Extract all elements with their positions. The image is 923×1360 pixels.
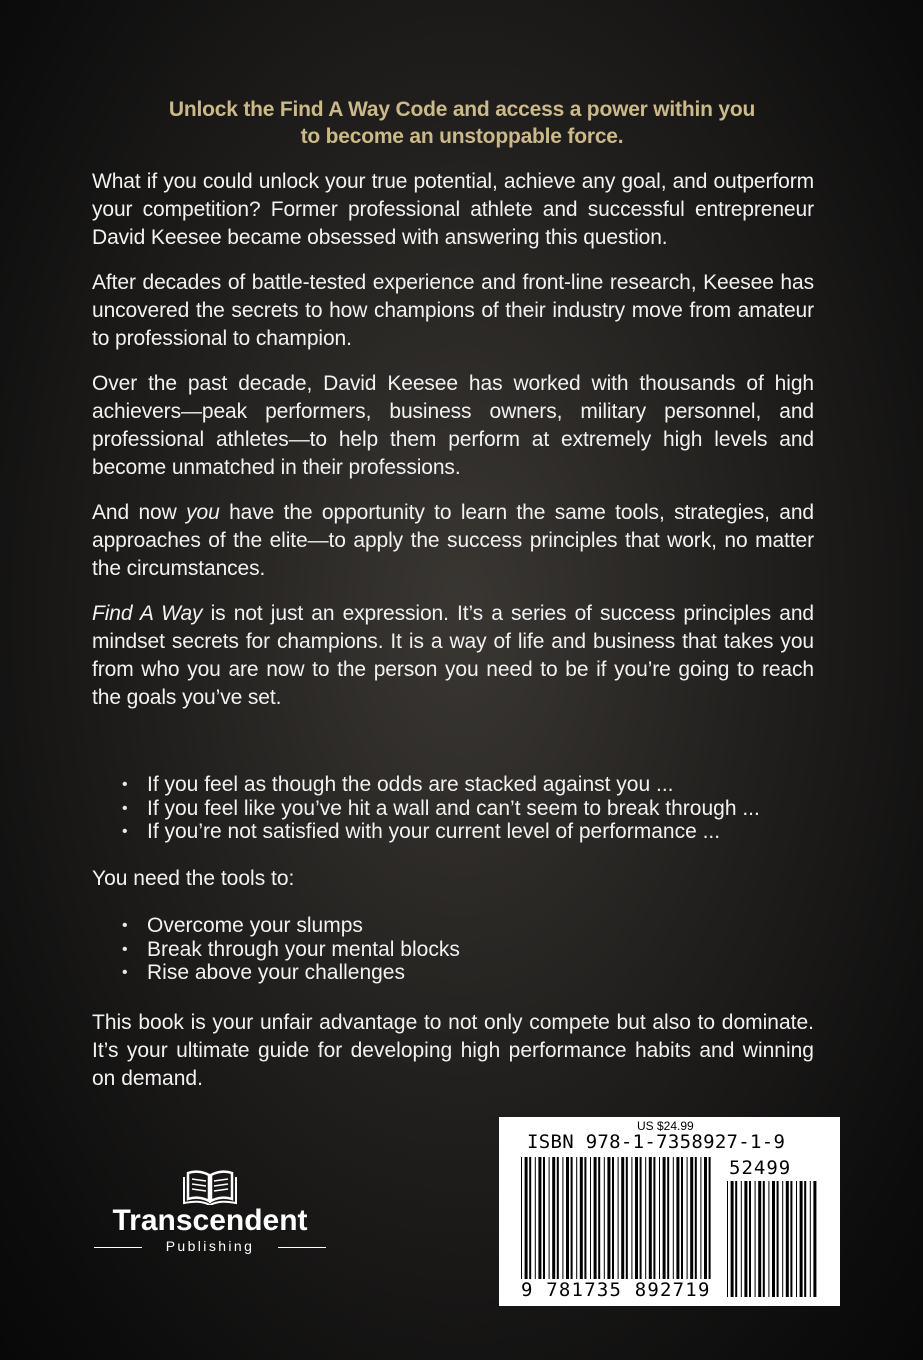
barcode-bar [645,1157,646,1279]
description [92,168,814,729]
bullet-icon: • [122,940,128,958]
barcode-bar [659,1157,660,1279]
barcode-bar [768,1181,769,1297]
barcode-bar [673,1157,674,1279]
list-item [122,961,460,985]
book-title-emphasis: Find A Way [92,602,203,625]
paragraph-1: What if you could unlock your true potential, achieve any goal, and outperform your competition? Former professional athlete and successful entrepreneur David Keesee became obsessed with answering this question. [92,170,814,249]
divider [278,1247,326,1248]
barcode-bar [786,1181,789,1297]
barcode-bar [529,1157,531,1279]
barcode-bar [676,1157,679,1279]
closing-paragraph: This book is your unfair advantage to not only compete but also to dominate. It’s your ultimate guide for developing high performance habits and winning on demand. [92,1011,814,1090]
barcode-bar [584,1157,586,1279]
barcode-bar [700,1157,701,1279]
barcode-bar [741,1181,742,1297]
barcode-bar [653,1157,655,1279]
barcode-bar [626,1157,628,1279]
barcode-bar [535,1157,536,1279]
paragraph-5 [92,600,814,712]
barcode-bar [635,1157,638,1279]
barcode-bar [552,1157,555,1279]
barcode-bar [618,1157,619,1279]
barcode-bar [690,1157,693,1279]
barcode-bar [744,1181,747,1297]
paragraph-4-emphasis: you [186,501,220,524]
barcode-bar [709,1157,711,1279]
paragraph-2: After decades of battle-tested experience and front-line research, Keesee has uncovered the secrets to how champions of their industry move from amateur to professional to champion. [92,271,814,350]
barcode-bar [790,1181,792,1297]
headline [92,96,832,150]
list-item-text: If you’re not satisfied with your current level of performance ... [147,820,721,843]
tools-intro: You need the tools to: [92,867,295,890]
addon-digits: 52499 [729,1157,792,1179]
barcode [499,1117,840,1306]
barcode-label [499,1117,840,1306]
barcode-bar [810,1181,811,1297]
paragraph-4 [92,499,814,583]
barcode-bar [749,1181,751,1297]
paragraph-4-start: And now [92,501,187,524]
barcode-bar [640,1157,642,1279]
bullet-icon: • [122,917,128,934]
barcode-bar [607,1157,610,1279]
publisher-subtitle: Publishing [165,1238,255,1254]
list-item-text: Rise above your challenges [147,961,405,984]
barcode-bar [704,1157,707,1279]
paragraph-3: Over the past decade, David Keesee has worked with thousands of high achievers—peak performers, business owners, military personnel, and professional athletes—to help them perform at extremely high levels and become unmatched in their professions. [92,372,814,479]
barcode-bar [667,1157,669,1279]
barcode-bar [649,1157,652,1279]
list-item [122,773,760,797]
bullet-icon: • [122,964,128,981]
barcode-bar [562,1157,563,1279]
barcode-bar [800,1181,803,1297]
bullet-icon: • [122,776,128,793]
barcode-bar [549,1157,550,1279]
barcode-bar [576,1157,577,1279]
paragraph-5-end: is not just an expression. It’s a series of success principles and mindset secrets for champions. It is a way of life and business that takes you from who you are now to the person you need to be if you’re going to reach the goals you’ve set. [92,602,814,709]
open-book-icon [182,1165,238,1205]
publisher-logo [94,1165,326,1260]
list-item-text: If you feel as though the odds are stacked against you ... [147,773,674,796]
barcode-bar [612,1157,614,1279]
barcode-bar [763,1181,765,1297]
isbn-label: ISBN 978-1-7358927-1-9 [527,1131,786,1153]
barcode-bar [731,1181,734,1297]
barcode-bar [782,1181,783,1297]
headline-line-1: Unlock the Find A Way Code and access a power within you [168,98,756,121]
barcode-bar [557,1157,559,1279]
barcode-bar [695,1157,697,1279]
list-item [122,820,760,844]
list-item-text: If you feel like you’ve hit a wall and can’t seem to break through ... [147,796,760,820]
barcode-bar [538,1157,541,1279]
barcode-bar [598,1157,600,1279]
list-item [122,938,460,962]
paragraph-4-end: have the opportunity to learn the same tools, strategies, and approaches of the elite—to apply the success principles that work, no matter the circumstances. [92,501,814,580]
barcode-bar [755,1181,756,1297]
list-item-text: Overcome your slumps [147,914,363,937]
list-item [122,914,460,938]
barcode-bar [621,1157,624,1279]
barcode-bar [681,1157,683,1279]
barcode-bar [521,1157,522,1279]
barcode-bar [594,1157,597,1279]
barcode-bar [796,1181,797,1297]
list-item [122,797,760,821]
barcode-bar [604,1157,605,1279]
barcode-bar [804,1181,806,1297]
barcode-bar [813,1181,816,1297]
headline-line-2: to become an unstoppable force. [300,125,624,148]
publisher-name: Transcendent [112,1204,308,1237]
barcode-bar [631,1157,632,1279]
barcode-bar [571,1157,573,1279]
barcode-bar [772,1181,775,1297]
barcode-bar [663,1157,666,1279]
barcode-bar [687,1157,688,1279]
barcode-digits: 9 781735 892719 [521,1279,711,1301]
barcode-bar [566,1157,569,1279]
barcode-bar [758,1181,761,1297]
price-label: US $24.99 [637,1119,694,1133]
bullet-list-problems [92,773,760,844]
barcode-bar [735,1181,737,1297]
bullet-list-tools [92,914,460,985]
barcode-bar [727,1181,728,1297]
list-item-text: Break through your mental blocks [147,937,460,961]
bullet-icon: • [122,823,128,840]
bullet-icon: • [122,799,128,817]
barcode-bar [543,1157,545,1279]
barcode-bar [525,1157,528,1279]
barcode-bar [580,1157,583,1279]
barcode-bar [777,1181,779,1297]
barcode-bar [590,1157,591,1279]
